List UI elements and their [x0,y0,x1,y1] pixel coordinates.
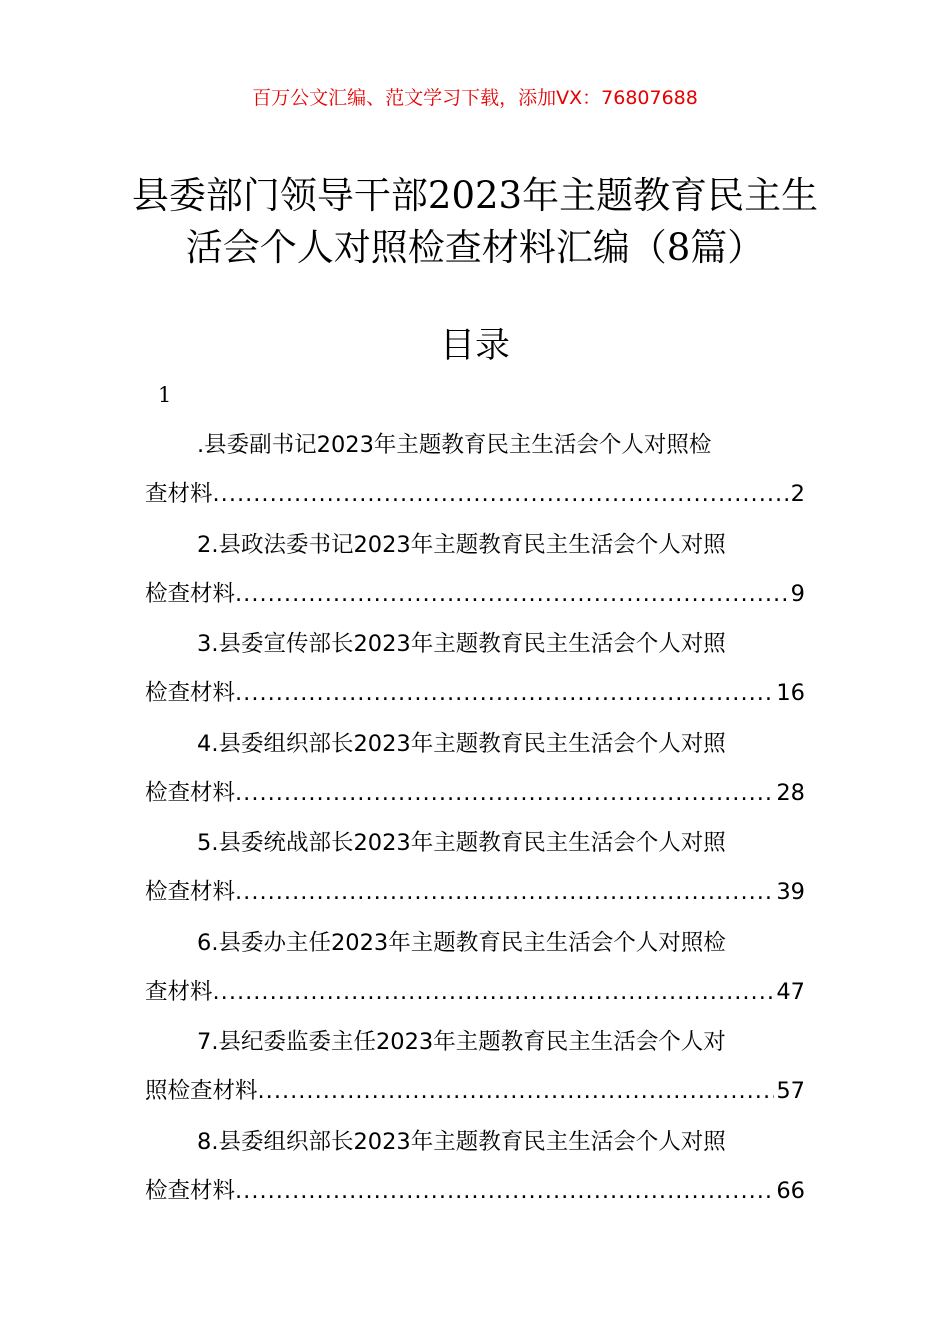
toc-entry-title: 5.县委统战部长2023年主题教育民主生活会个人对照 [197,830,726,856]
toc-entry-title-cont: 照检查材料 [145,1078,258,1104]
toc-entry-title-cont: 查材料 [145,978,213,1005]
header-note: 百万公文汇编、范文学习下载，添加VX：76807688 [252,87,698,109]
toc-heading: 目录 [439,326,510,366]
toc-page-number: 66 [776,1177,805,1204]
toc-leader-dots [258,1067,775,1117]
toc-leader-dots [213,968,775,1018]
toc-entry-title: 6.县委办主任2023年主题教育民主生活会个人对照检 [197,929,726,956]
toc-entry-title-cont: 检查材料 [145,1177,236,1204]
toc-entry[interactable] [145,420,805,520]
toc-entry-title-cont: 检查材料 [145,680,236,706]
toc-page-number: 57 [776,1078,805,1104]
toc-page-number: 47 [776,978,805,1005]
toc-leader-dots [235,570,789,620]
toc-entry-title: 3.县委宣传部长2023年主题教育民主生活会个人对照 [197,631,726,657]
toc-entry-title-cont: 查材料 [145,481,213,507]
toc-leader-dots [213,470,789,520]
toc-entry[interactable] [145,719,805,819]
table-of-contents [145,420,805,1216]
toc-entry-title: 4.县委组织部长2023年主题教育民主生活会个人对照 [197,730,726,757]
toc-entry-title: .县委副书记2023年主题教育民主生活会个人对照检 [197,432,712,458]
toc-entry[interactable] [145,818,805,918]
toc-leader-dots [235,1167,774,1217]
document-title [130,170,820,274]
toc-page-number: 16 [776,680,805,706]
toc-entry-title: 2.县政法委书记2023年主题教育民主生活会个人对照 [197,531,726,558]
toc-entry-title-cont: 检查材料 [145,779,236,806]
title-line-1: 县委部门领导干部2023年主题教育民主生 [131,174,819,217]
toc-page-number: 2 [790,481,805,507]
toc-first-number: 1 [158,383,172,407]
toc-entry[interactable] [145,918,805,1018]
toc-entry[interactable] [145,619,805,719]
toc-entry-title-cont: 检查材料 [145,580,236,607]
toc-leader-dots [235,769,774,819]
toc-leader-dots [235,669,774,719]
toc-entry-title-cont: 检查材料 [145,879,236,905]
toc-entry[interactable] [145,1017,805,1117]
title-line-2: 活会个人对照检查材料汇编（8篇） [185,226,765,269]
toc-entry[interactable] [145,1117,805,1217]
toc-page-number: 39 [776,879,805,905]
toc-page-number: 9 [790,580,805,607]
toc-entry-title: 7.县纪委监委主任2023年主题教育民主生活会个人对 [197,1029,726,1055]
toc-leader-dots [235,868,774,918]
toc-entry-title: 8.县委组织部长2023年主题教育民主生活会个人对照 [197,1128,726,1155]
toc-entry[interactable] [145,520,805,620]
toc-page-number: 28 [776,779,805,806]
